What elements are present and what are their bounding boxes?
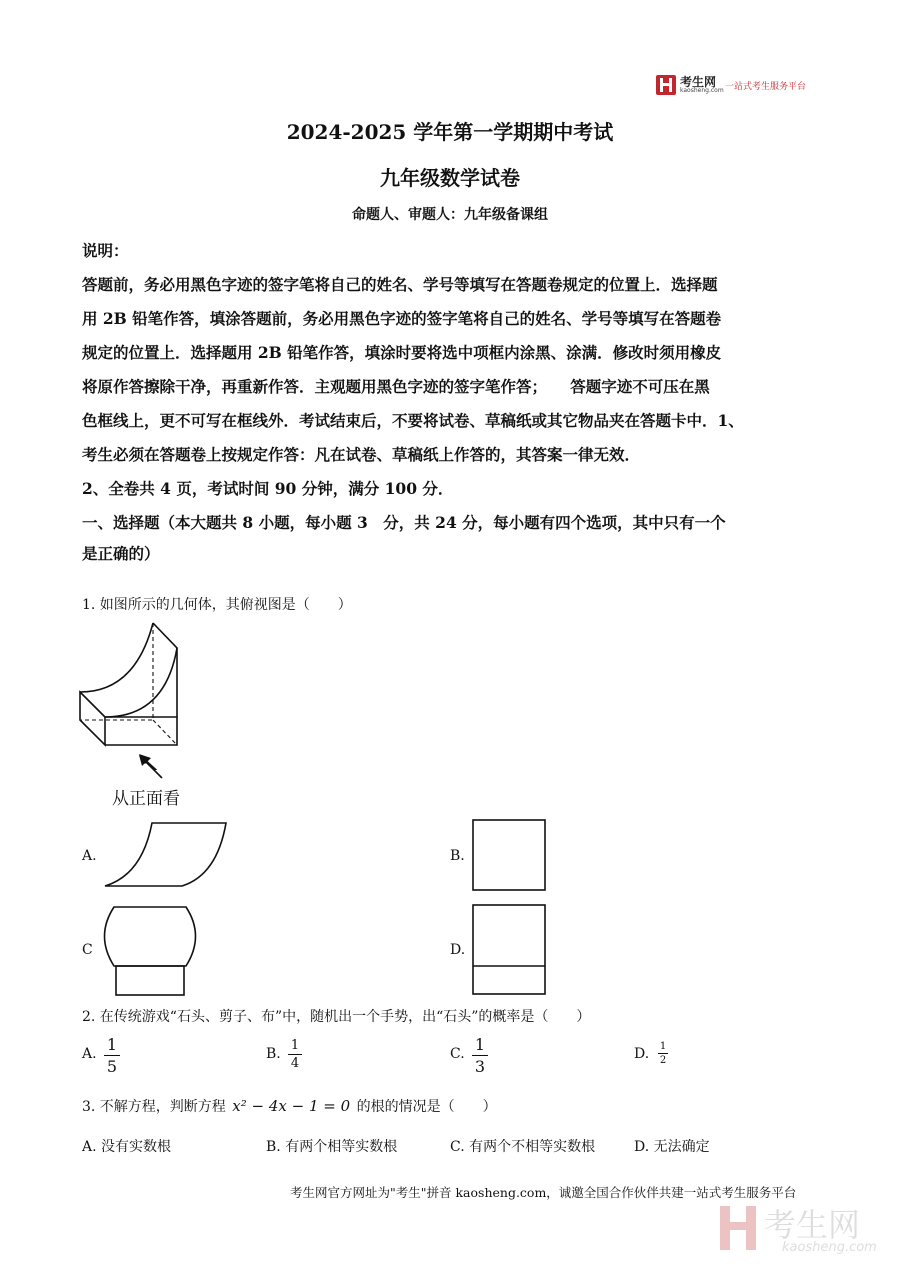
section-heading: 一、选择题（本大题共 8 小题，每小题 3 分，共 24 分，每小题有四个选项，其中只有一个 [82,513,726,532]
logo-slogan: 一站式考生服务平台 [725,82,807,92]
denominator: 3 [474,1057,486,1076]
logo-url: kaosheng.com [680,87,724,94]
numerator: 1 [474,1035,486,1054]
exam-title: 2024-2025 学年第一学期期中考试 [286,120,614,144]
denominator: 2 [659,1055,667,1066]
q3-equation: x² − 4x − 1 = 0 [232,1097,351,1115]
q3-stem-post: 的根的情况是（ ） [356,1099,497,1115]
watermark-logo-icon [718,1204,758,1252]
instructions-line: 将原作答擦除干净，再重新作答．主观题用黑色字迹的签字笔作答； 答题字迹不可压在黑 [82,377,710,396]
numerator: 1 [659,1041,667,1052]
q3-option-d[interactable]: D. 无法确定 [634,1139,710,1155]
q2-option-c-label[interactable]: C. [450,1046,465,1062]
q1-option-d-label[interactable]: D. [450,942,466,958]
q1-option-c-label[interactable]: C [82,942,93,958]
instructions-line: 考生必须在答题卷上按规定作答：凡在试卷、草稿纸上作答的，其答案一律无效． [82,445,641,464]
instructions-line: 色框线上，更不可写在框线外．考试结束后，不要将试卷、草稿纸或其它物品夹在答题卡中．1、 [82,411,744,430]
q2-option-b-fraction[interactable] [288,1038,302,1071]
logo-name: 考生网 [680,75,717,89]
site-logo [655,73,815,99]
q1-option-a-label[interactable]: A. [82,848,97,864]
instructions-line: 答题前，务必用黑色字迹的签字笔将自己的姓名、学号等填写在答题卷规定的位置上．选择题 [82,275,718,294]
instructions-block [82,234,822,568]
section-heading-cont: 是正确的） [82,544,160,563]
q2-option-a-fraction[interactable] [104,1035,120,1076]
q1-option-d-figure[interactable] [470,903,550,997]
q2-option-a-label[interactable]: A. [82,1046,97,1062]
q2-option-d-fraction[interactable] [658,1041,668,1066]
instructions-heading: 说明： [82,241,129,260]
question-2-stem: 2. 在传统游戏“石头、剪子、布”中，随机出一个手势，出“石头”的概率是（ ） [82,1009,591,1025]
view-label: 从正面看 [112,789,180,809]
watermark-url: kaosheng.com [782,1240,877,1255]
numerator: 1 [106,1035,118,1054]
q2-option-c-fraction[interactable] [472,1035,488,1076]
q3-option-a[interactable]: A. 没有实数根 [82,1139,172,1155]
question-1-stem: 1. 如图所示的几何体，其俯视图是（ ） [82,597,352,613]
watermark-name: 考生网 [764,1206,861,1244]
watermark [718,1200,888,1260]
q1-option-a-figure[interactable] [102,820,230,890]
page-footer: 考生网官方网址为"考生"拼音 kaosheng.com，诚邀全国合作伙伴共建一站式考生服务平台 [290,1185,797,1200]
kaosheng-logo-icon [655,74,677,96]
q3-stem-pre: 3. 不解方程，判断方程 [82,1099,226,1115]
q1-option-b-figure[interactable] [470,818,550,892]
q3-option-c[interactable]: C. 有两个不相等实数根 [450,1139,596,1155]
q3-option-b[interactable]: B. 有两个相等实数根 [266,1139,398,1155]
instructions-item-2: 2、全卷共 4 页，考试时间 90 分钟，满分 100 分． [82,479,454,498]
denominator: 4 [290,1056,300,1071]
q2-option-d-label[interactable]: D. [634,1046,650,1062]
q1-option-c-figure[interactable] [100,904,200,998]
instructions-line: 用 2B 铅笔作答，填涂答题前，务必用黑色字迹的签字笔将自己的姓名、学号等填写在答题卷 [82,309,722,328]
denominator: 5 [106,1057,118,1076]
instructions-line: 规定的位置上．选择题用 2B 铅笔作答，填涂时要将选中项框内涂黑、涂满．修改时须用橡皮 [82,343,722,362]
numerator: 1 [290,1038,300,1053]
q2-option-b-label[interactable]: B. [266,1046,281,1062]
view-direction-arrow [136,752,166,782]
exam-subtitle: 九年级数学试卷 [380,166,520,190]
q1-solid-figure [75,620,185,770]
exam-authors: 命题人、审题人：九年级备课组 [352,207,548,223]
question-3-stem [82,1096,497,1116]
q1-option-b-label[interactable]: B. [450,848,465,864]
